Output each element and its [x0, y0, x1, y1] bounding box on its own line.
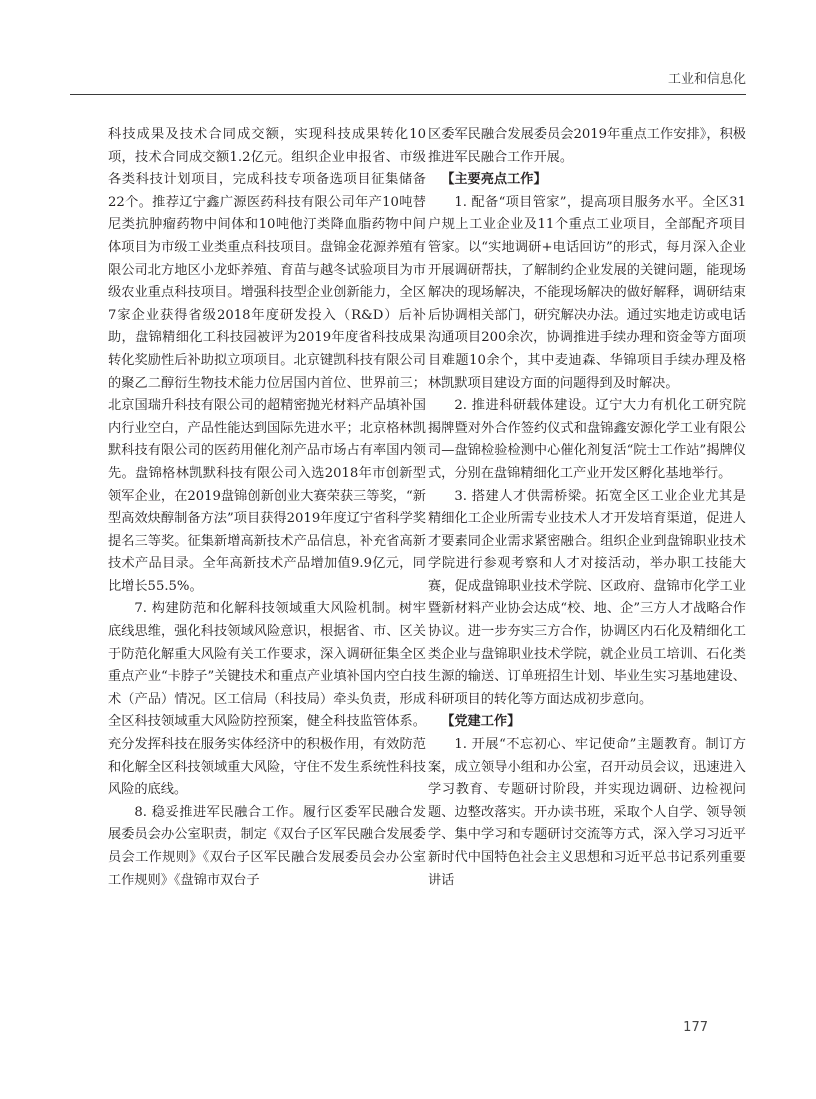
paragraph-theme-education: 1. 开展“不忘初心、牢记使命”主题教育。制订方案，成立领导小组和办公室，召开动员会议，迅速进入学习教育、专题研讨阶段，并实现边调研、边检视问题、边整改落实。开办读书班，采取个人自学、领导领学、集中学习和专题研讨交流等方式，深入学习习近平新时代中国特色社会主义思想和习近平总书记系列重要讲话 — [428, 737, 746, 888]
section-heading-party-building: 【党建工作】 — [441, 714, 521, 730]
paragraph-research-platform: 2. 推进科研载体建设。辽宁大力有机化工研究院揭牌暨对外合作签约仪式和盘锦鑫安源化学工业有限公司—盘锦检验检测中心催化剂复活“院士工作站”揭牌仪式，分别在盘锦精细化工产业开发区孵化基地举行。 — [428, 398, 746, 481]
section-heading-highlights: 【主要亮点工作】 — [441, 172, 547, 188]
section-label: 工业和信息化 — [667, 72, 746, 87]
header-divider — [70, 94, 746, 95]
paragraph-fusion-continued: 区委军民融合发展委员会2019年重点工作安排》，积极推进军民融合工作开展。 — [428, 127, 746, 165]
page-number: 177 — [683, 1020, 708, 1035]
left-column — [108, 124, 426, 892]
paragraph-risk-prevention: 7. 构建防范和化解科技领域重大风险机制。树牢底线思维，强化科技领域风险意识，根据省、市、区关于防范化解重大风险有关工作要求，深入调研征集全区重点产业“卡脖子”关键技术和重点产业填补国内空白技术（产品）情况。区工信局（科技局）牵头负责，形成全区科技领域重大风险防控预案，健全科技监管体系。充分发挥科技在服务实体经济中的积极作用，有效防范和化解全区科技领域重大风险，守住不发生系统性科技风险的底线。 — [108, 601, 426, 798]
paragraph-project-steward: 1. 配备“项目管家”，提高项目服务水平。全区31户规上工业企业及11个重点工业项目，全部配齐项目管家。以“实地调研+电话回访”的形式，每月深入企业开展调研帮扶，了解制约企业发展的关键问题，能现场解决的现场解决，不能现场解决的做好解释，调研结束后协调相关部门，研究解决办法。通过实地走访或电话沟通项目200余次，协调推进手续办理和资金等方面项目难题10余个，其中麦迪森、华锦项目手续办理及格林凯默项目建设方面的问题得到及时解决。 — [428, 194, 746, 391]
paragraph-military-civil-fusion: 8. 稳妥推进军民融合工作。履行区委军民融合发展委员会办公室职责，制定《双台子区军民融合发展委员会工作规则》《双台子区军民融合发展委员会办公室工作规则》《盘锦市双台子 — [108, 804, 426, 888]
right-column — [428, 124, 746, 892]
paragraph-tech-achievements: 科技成果及技术合同成交额，实现科技成果转化10项，技术合同成交额1.2亿元。组织企业申报省、市级各类科技计划项目，完成科技专项备选项目征集储备22个。推荐辽宁鑫广源医药科技有限公司年产10吨替尼类抗肿瘤药物中间体和10吨他汀类降血脂药物中间体项目为市级工业类重点科技项目。盘锦金花源养殖有限公司北方地区小龙虾养殖、育苗与越冬试验项目为市级农业重点科技项目。增强科技型企业创新能力，全区7家企业获得省级2018年度研发投入（R&D）后补助，盘锦精细化工科技园被评为2019年度省科技成果转化奖励性后补助拟立项项目。北京键凯科技有限公司的聚乙二醇衍生物技术能力位居国内首位、世界前三；北京国瑞升科技有限公司的超精密抛光材料产品填补国内行业空白，产品性能达到国际先进水平；北京格林凯默科技有限公司的医药用催化剂产品市场占有率国内领先。盘锦格林凯默科技有限公司入选2018年市创新型领军企业，在2019盘锦创新创业大赛荣获三等奖，“新型高效炔醇制备方法”项目获得2019年度辽宁省科学奖提名三等奖。征集新增高新技术产品信息，补充省高新技术产品目录。全年高新技术产品增加值9.9亿元，同比增长55.5%。 — [108, 127, 426, 594]
paragraph-talent-bridge: 3. 搭建人才供需桥梁。拓宽全区工业企业尤其是精细化工企业所需专业技术人才开发培育渠道，促进人才要素同企业需求紧密融合。组织企业到盘锦职业技术学院进行参观考察和人才对接活动，举办职工技能大赛，促成盘锦职业技术学院、区政府、盘锦市化学工业暨新材料产业协会达成“校、地、企”三方人才战略合作协议。进一步夯实三方合作，协调区内石化及精细化工类企业与盘锦职业技术学院，就企业员工培训、石化类生源的输送、订单班招生计划、毕业生实习基地建设、科研项目的转化等方面达成初步意向。 — [428, 488, 746, 707]
